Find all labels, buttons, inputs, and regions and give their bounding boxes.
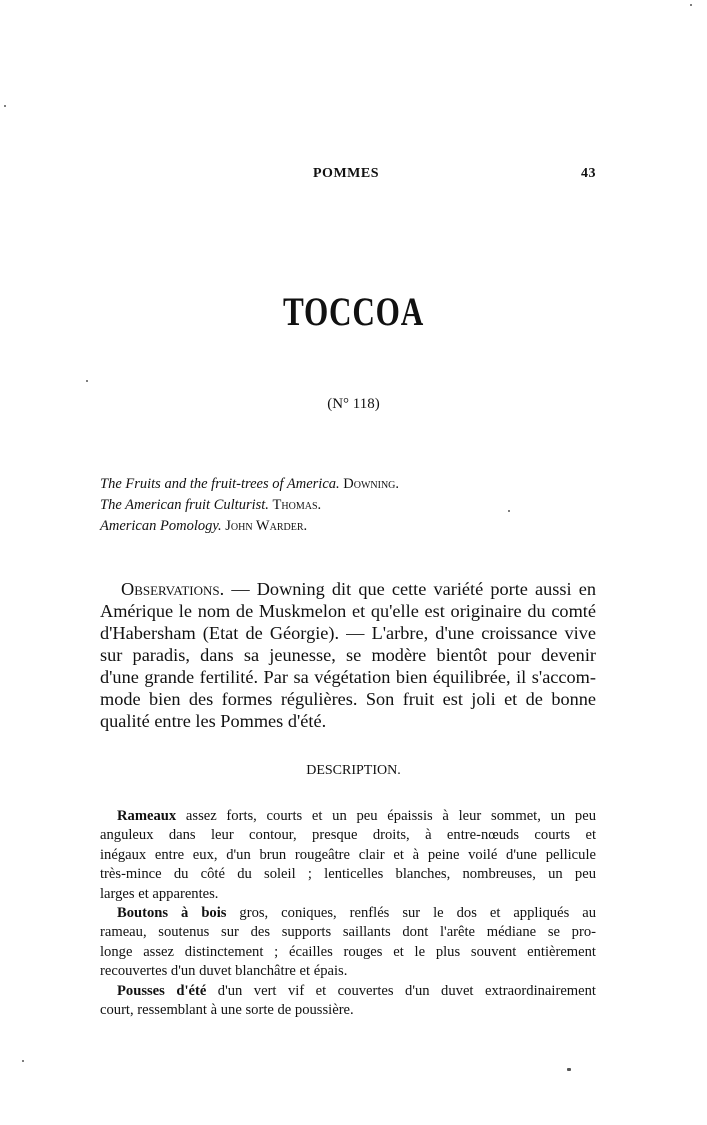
description-line xyxy=(100,886,596,903)
description-line xyxy=(100,827,596,844)
description-text: court, ressemblant à une sorte de poussière. xyxy=(100,1002,354,1018)
reference xyxy=(100,497,321,514)
description-line xyxy=(100,963,596,980)
observations-line: Amérique le nom de Muskmelon et qu'elle est originaire du comté xyxy=(100,601,596,621)
description-text: recouvertes d'un duvet blanchâtre et épais. xyxy=(100,963,348,980)
description-line xyxy=(117,983,596,1000)
reference-author: Thomas. xyxy=(272,497,322,513)
observations-line: qualité entre les Pommes d'été. xyxy=(100,711,327,731)
page-title: TOCCOA xyxy=(282,289,425,334)
observations-label: Observations. xyxy=(121,579,225,599)
reference xyxy=(100,476,399,493)
description-term: Pousses d'été xyxy=(117,982,207,999)
description-line xyxy=(100,866,596,883)
description-text: très-mince du côté du soleil ; lenticelles blanches, nombreuses, un peu xyxy=(100,866,596,883)
description-line xyxy=(100,944,596,961)
description-text: assez forts, courts et un peu épaissis à leur sommet, un peu xyxy=(176,808,596,824)
observations-line: Observations. — Downing dit que cette variété porte aussi en xyxy=(121,579,596,599)
description-text: larges et apparentes. xyxy=(100,885,219,902)
reference-author: John Warder. xyxy=(225,518,308,534)
description-line xyxy=(117,808,596,825)
description-text: gros, coniques, renflés sur le dos et appliqués au xyxy=(226,905,596,921)
observations-line: d'Habersham (Etat de Géorgie). — L'arbre, d'une croissance vive xyxy=(100,623,596,643)
description-text: rameau, soutenus sur des supports saillants dont l'arête médiane se pro- xyxy=(100,924,596,941)
running-title: POMMES xyxy=(313,166,379,181)
observations-line: sur paradis, dans sa jeunesse, se modère bientôt pour devenir xyxy=(100,645,596,665)
description-line xyxy=(100,847,596,864)
description-text: longe assez distinctement ; écailles rouges et le plus souvent entièrement xyxy=(100,943,596,960)
description-term: Boutons à bois xyxy=(117,905,227,921)
description-text: inégaux entre eux, d'un brun rougeâtre clair et à peine voilé d'une pellicule xyxy=(100,846,596,863)
variety-number: (N° 118) xyxy=(327,396,380,412)
observations-line: d'une grande fertilité. Par sa végétation bien équilibrée, il s'accom- xyxy=(100,667,596,687)
description-text: d'un vert vif et couvertes d'un duvet extraordinairement xyxy=(206,982,596,999)
description-heading: DESCRIPTION. xyxy=(306,763,401,778)
reference-work: American Pomology. xyxy=(100,518,222,534)
reference-work: The Fruits and the fruit-trees of America. xyxy=(100,476,340,492)
reference xyxy=(100,518,307,535)
description-line xyxy=(117,905,596,922)
description-line xyxy=(100,924,596,941)
observations-line: mode bien des formes régulières. Son fruit est joli et de bonne xyxy=(100,689,596,709)
page-number: 43 xyxy=(581,166,596,181)
reference-work: The American fruit Culturist. xyxy=(100,497,269,513)
description-text: anguleux dans leur contour, presque droits, à entre-nœuds courts et xyxy=(100,827,596,844)
description-term: Rameaux xyxy=(117,808,177,824)
reference-author: Downing. xyxy=(343,476,400,492)
description-line xyxy=(100,1002,596,1019)
